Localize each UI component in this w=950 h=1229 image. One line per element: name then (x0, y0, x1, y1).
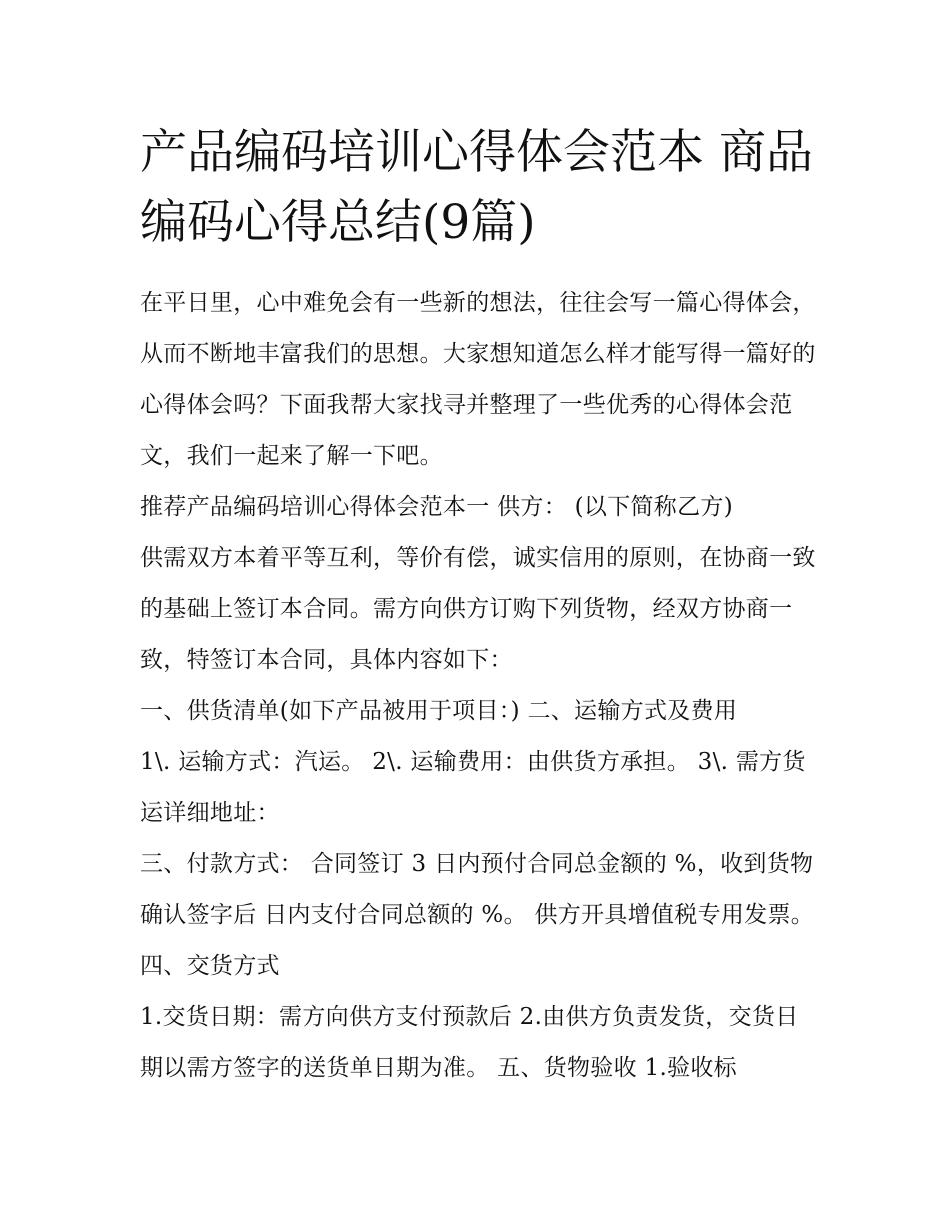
paragraph-supply-list: 一、供货清单(如下产品被用于项目：) 二、运输方式及费用 (140, 698, 738, 724)
document-body (140, 278, 820, 1094)
paragraph-intro: 在平日里，心中难免会有一些新的想法，往往会写一篇心得体会，从而不断地丰富我们的思想。大家想知道怎么样才能写得一篇好的心得体会吗？下面我帮大家找寻并整理了一些优秀的心得体会范文，我们一起来了解一下吧。 (140, 290, 816, 469)
paragraph-transport: 1\. 运输方式：汽运。 2\. 运输费用：由供货方承担。 3\. 需方货运详细地址： (140, 749, 806, 826)
paragraph-delivery: 1.交货日期：需方向供方支付预款后 2.由供方负责发货，交货日期以需方签字的送货单日期为准。 五、货物验收 1.验收标 (140, 1004, 799, 1081)
paragraph-principle: 供需双方本着平等互利，等价有偿，诚实信用的原则，在协商一致的基础上签订本合同。需方向供方订购下列货物，经双方协商一致，特签订本合同，具体内容如下： (140, 545, 816, 673)
paragraph-recommend: 推荐产品编码培训心得体会范本一 供方： (以下简称乙方) (140, 494, 733, 520)
paragraph-payment: 三、付款方式： 合同签订 3 日内预付合同总金额的 %，收到货物确认签字后 日内支付合同总额的 %。 供方开具增值税专用发票。 四、交货方式 (140, 851, 815, 979)
document-title: 产品编码培训心得体会范本 商品编码心得总结(9篇) (140, 125, 813, 250)
document-page (140, 118, 820, 1094)
